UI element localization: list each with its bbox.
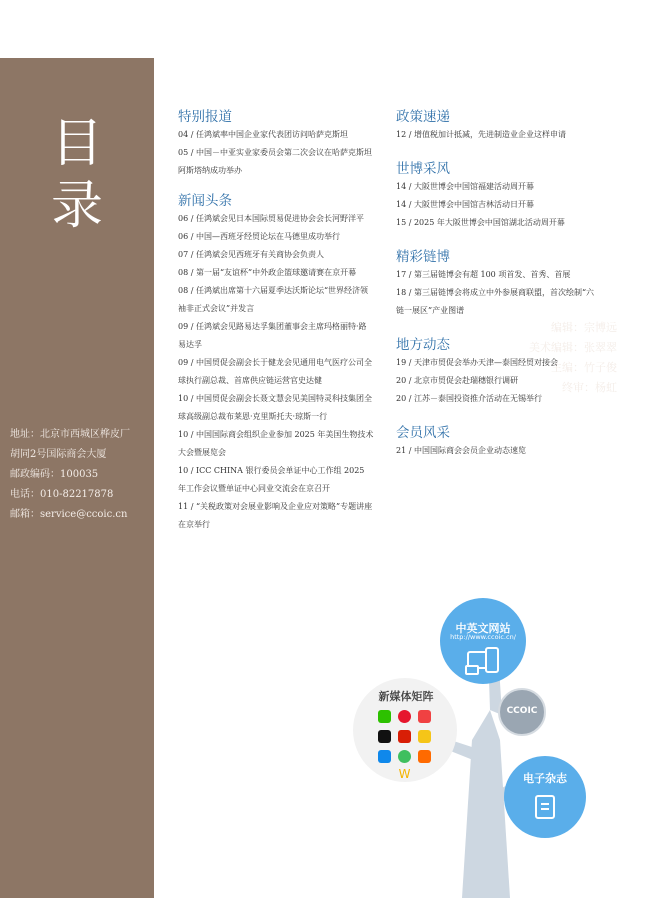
email: 邮箱：service@ccoic.cn bbox=[10, 509, 128, 520]
toc-entry[interactable]: 14 / 大阪世博会中国馆吉林活动日开幕 bbox=[396, 200, 534, 209]
douyin-icon[interactable] bbox=[378, 730, 391, 743]
toutiao-icon[interactable] bbox=[418, 710, 431, 723]
toc-entry[interactable]: 18 / 第三届链博会将成立中外参展商联盟，首次绘制“六链一展区”产业图谱 bbox=[396, 288, 595, 315]
website-title: 中英文网站 bbox=[455, 622, 511, 635]
staff-row: 美术编辑：张翠翠 bbox=[529, 341, 617, 354]
toc-entry[interactable]: 10 / ICC CHINA 银行委员会单证中心工作组 2025 年工作会议暨单证中心同业交流会在京召开 bbox=[178, 466, 365, 493]
magazine-icon bbox=[534, 794, 556, 820]
address-line: 胡同2号国际商会大厦 bbox=[10, 449, 107, 460]
toc-entry[interactable]: 06 / 任鸿斌会见日本国际贸易促进协会会长河野洋平 bbox=[178, 214, 364, 223]
zhihu-icon[interactable] bbox=[378, 750, 391, 763]
staff-row: 终审：杨虹 bbox=[562, 381, 617, 394]
toc-entry[interactable]: 14 / 大阪世博会中国馆福建活动周开幕 bbox=[396, 182, 534, 191]
ccoic-badge-text: CCOIC bbox=[506, 706, 538, 716]
toc-entry[interactable]: 04 / 任鸿斌率中国企业家代表团访问哈萨克斯坦 bbox=[178, 130, 348, 139]
toc-entry[interactable]: 19 / 天津市贸促会举办天津—泰国经贸对接会 bbox=[396, 358, 558, 367]
section-title: 精彩链博 bbox=[396, 249, 450, 265]
toc-entry[interactable]: 07 / 任鸿斌会见西班牙有关商协会负责人 bbox=[178, 250, 324, 259]
ximalaya-icon[interactable]: W bbox=[398, 767, 411, 781]
title-char-mu: 目 bbox=[50, 114, 103, 174]
section-title: 地方动态 bbox=[396, 337, 450, 353]
postcode: 邮政编码：100035 bbox=[10, 469, 99, 480]
toc-entry[interactable]: 15 / 2025 年大阪世博会中国馆湖北活动周开幕 bbox=[396, 218, 565, 227]
toc-entry[interactable]: 10 / 中国国际商会组织企业参加 2025 年美国生物技术大会暨展览会 bbox=[178, 430, 374, 457]
wechat-icon[interactable] bbox=[378, 710, 391, 723]
staff-row: 主编：竹子俊 bbox=[551, 361, 617, 374]
toc-entry[interactable]: 05 / 中国－中亚实业家委员会第二次会议在哈萨克斯坦阿斯塔纳成功举办 bbox=[178, 148, 372, 175]
toc-right-column bbox=[396, 50, 596, 460]
toc-entry[interactable]: 12 / 增值税加计抵减，先进制造业企业这样申请 bbox=[396, 130, 566, 139]
weibo-icon[interactable] bbox=[398, 710, 411, 723]
section-title: 新闻头条 bbox=[178, 193, 232, 209]
netease-icon[interactable] bbox=[398, 730, 411, 743]
phone: 电话：010-82217878 bbox=[10, 489, 114, 500]
kuaishou-icon[interactable] bbox=[418, 750, 431, 763]
contact-info bbox=[10, 425, 130, 525]
xigua-icon[interactable] bbox=[398, 750, 411, 763]
magazine-title: 电子杂志 bbox=[523, 772, 567, 785]
toc-entry[interactable]: 11 / “关税政策对会展业影响及企业应对策略”专题讲座在京举行 bbox=[178, 502, 373, 529]
toc-entry[interactable]: 20 / 北京市贸促会赴瑞穗银行调研 bbox=[396, 376, 518, 385]
media-title: 新媒体矩阵 bbox=[378, 690, 434, 703]
section-title: 特别报道 bbox=[178, 109, 232, 125]
toc-left-column bbox=[178, 50, 374, 534]
website-url[interactable]: http://www.ccoic.cn/ bbox=[450, 633, 516, 641]
tree-trunk bbox=[462, 710, 510, 898]
toc-entry[interactable]: 09 / 中国贸促会副会长于健龙会见通用电气医疗公司全球执行副总裁、首席供应链运营官史达健 bbox=[178, 358, 372, 385]
address-line: 地址：北京市西城区桦皮厂 bbox=[10, 429, 130, 440]
devices-icon bbox=[464, 646, 504, 676]
toc-entry[interactable]: 17 / 第三届链博会有超 100 项首发、首秀、首展 bbox=[396, 270, 571, 279]
section-title: 会员风采 bbox=[396, 425, 450, 441]
toc-entry[interactable]: 21 / 中国国际商会会员企业动态速览 bbox=[396, 446, 526, 455]
toc-entry[interactable]: 09 / 任鸿斌会见路易达孚集团董事会主席玛格丽特·路易达孚 bbox=[178, 322, 367, 349]
baijiahao-icon[interactable] bbox=[418, 730, 431, 743]
section-title: 世博采风 bbox=[396, 161, 450, 177]
staff-row: 编辑：宗博远 bbox=[551, 321, 617, 334]
toc-entry[interactable]: 20 / 江苏－泰国投资推介活动在无锡举行 bbox=[396, 394, 542, 403]
section-title: 政策速递 bbox=[396, 109, 450, 125]
toc-entry[interactable]: 08 / 任鸿斌出席第十六届夏季达沃斯论坛“世界经济领袖非正式会议”并发言 bbox=[178, 286, 369, 313]
toc-entry[interactable]: 06 / 中国—西班牙经贸论坛在马德里成功举行 bbox=[178, 232, 340, 241]
toc-entry[interactable]: 10 / 中国贸促会副会长聂文慧会见美国特灵科技集团全球高级副总裁布莱恩·克里斯托夫·琼斯一行 bbox=[178, 394, 372, 421]
title-char-lu: 录 bbox=[50, 176, 103, 236]
toc-entry[interactable]: 08 / 第一届“友谊杯”中外政企篮球邀请赛在京开幕 bbox=[178, 268, 357, 277]
